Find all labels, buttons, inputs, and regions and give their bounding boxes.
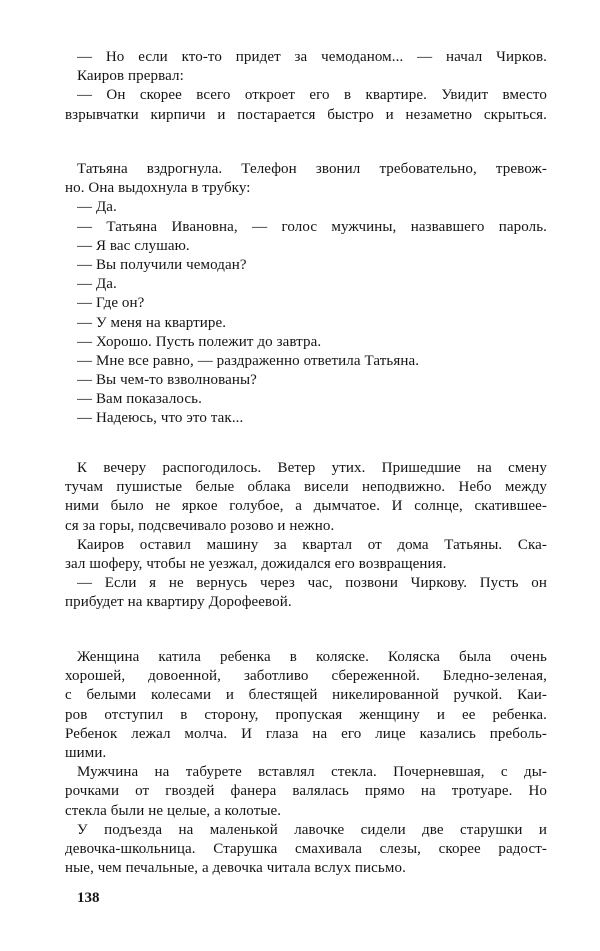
text-line: — Мне все равно, — раздраженно ответила Татьяна. xyxy=(77,352,420,369)
text-line: — Вы чем-то взволнованы? xyxy=(77,372,257,389)
text-line: шими. xyxy=(65,744,107,761)
text-line: — У меня на квартире. xyxy=(77,314,227,331)
text-line: — Если я не вернусь через час, позвони Чиркову. Пусть он xyxy=(77,575,547,592)
text-line: с белыми колесами и блестящей никелированной ручкой. Каи- xyxy=(65,687,547,704)
text-line: Мужчина на табурете вставлял стекла. Почерневшая, с ды- xyxy=(77,764,547,781)
text-line: — Я вас слушаю. xyxy=(77,237,190,254)
text-line: ров отступил в сторону, пропуская женщину и ее ребенка. xyxy=(65,706,547,723)
text-line: ся за горы, подсвечивало розово и нежно. xyxy=(65,517,335,534)
text-line: — Вам показалось. xyxy=(77,391,202,408)
text-line: ные, чем печальные, а девочка читала вслух письмо. xyxy=(65,860,406,877)
text-line: Татьяна вздрогнула. Телефон звонил требовательно, тревож- xyxy=(77,161,547,177)
text-line: ними было не яркое голубое, а дымчатое. И солнце, скатившее- xyxy=(65,498,547,515)
text-block-3 xyxy=(65,459,547,613)
text-line: Женщина катила ребенка в коляске. Коляска была очень xyxy=(77,649,547,665)
text-line: рочками от гвоздей фанера валялась прямо на тротуаре. Но xyxy=(65,783,547,800)
text-line: Ребенок лежал молча. И глаза на его лице казались преболь- xyxy=(65,725,547,742)
page-number: 138 xyxy=(77,890,100,906)
text-line: К вечеру распогодилось. Ветер утих. Пришедшие на смену xyxy=(77,460,547,476)
text-line: — Хорошо. Пусть полежит до завтра. xyxy=(77,333,322,350)
text-line: зал шоферу, чтобы не уезжал, дожидался его возвращения. xyxy=(65,555,447,572)
text-line: хорошей, довоенной, заботливо сбереженной. Бледно-зеленая, xyxy=(65,668,547,685)
text-line: — Но если кто-то придет за чемоданом... — начал Чирков. xyxy=(77,49,547,65)
text-line: Каиров оставил машину за квартал от дома Татьяны. Ска- xyxy=(77,536,547,553)
text-line: но. Она выдохнула в трубку: xyxy=(65,180,251,197)
text-line: стекла были не целые, а колотые. xyxy=(65,802,282,819)
text-line: тучам пушистые белые облака висели неподвижно. Небо между xyxy=(65,479,547,496)
text-line: прибудет на квартиру Дорофеевой. xyxy=(65,594,292,611)
text-line: — Да. xyxy=(77,276,117,293)
text-block-2 xyxy=(65,160,547,429)
text-line: — Да. xyxy=(77,199,117,216)
text-line: — Он скорее всего откроет его в квартире. Увидит вместо xyxy=(77,87,547,104)
text-line: — Вы получили чемодан? xyxy=(77,256,247,273)
text-line: — Где он? xyxy=(77,295,145,312)
text-line: Каиров прервал: xyxy=(77,68,184,85)
text-line: — Татьяна Ивановна, — голос мужчины, назвавшего пароль. xyxy=(77,218,547,235)
text-line: взрывчатки кирпичи и постарается быстро и незаметно скрыться. xyxy=(65,106,547,123)
text-block-1 xyxy=(65,48,547,125)
text-line: девочка-школьница. Старушка смахивала слезы, скорее радост- xyxy=(65,840,547,857)
text-line: У подъезда на маленькой лавочке сидели две старушки и xyxy=(77,821,547,838)
text-block-4 xyxy=(65,648,547,878)
text-line: — Надеюсь, что это так... xyxy=(77,410,244,427)
